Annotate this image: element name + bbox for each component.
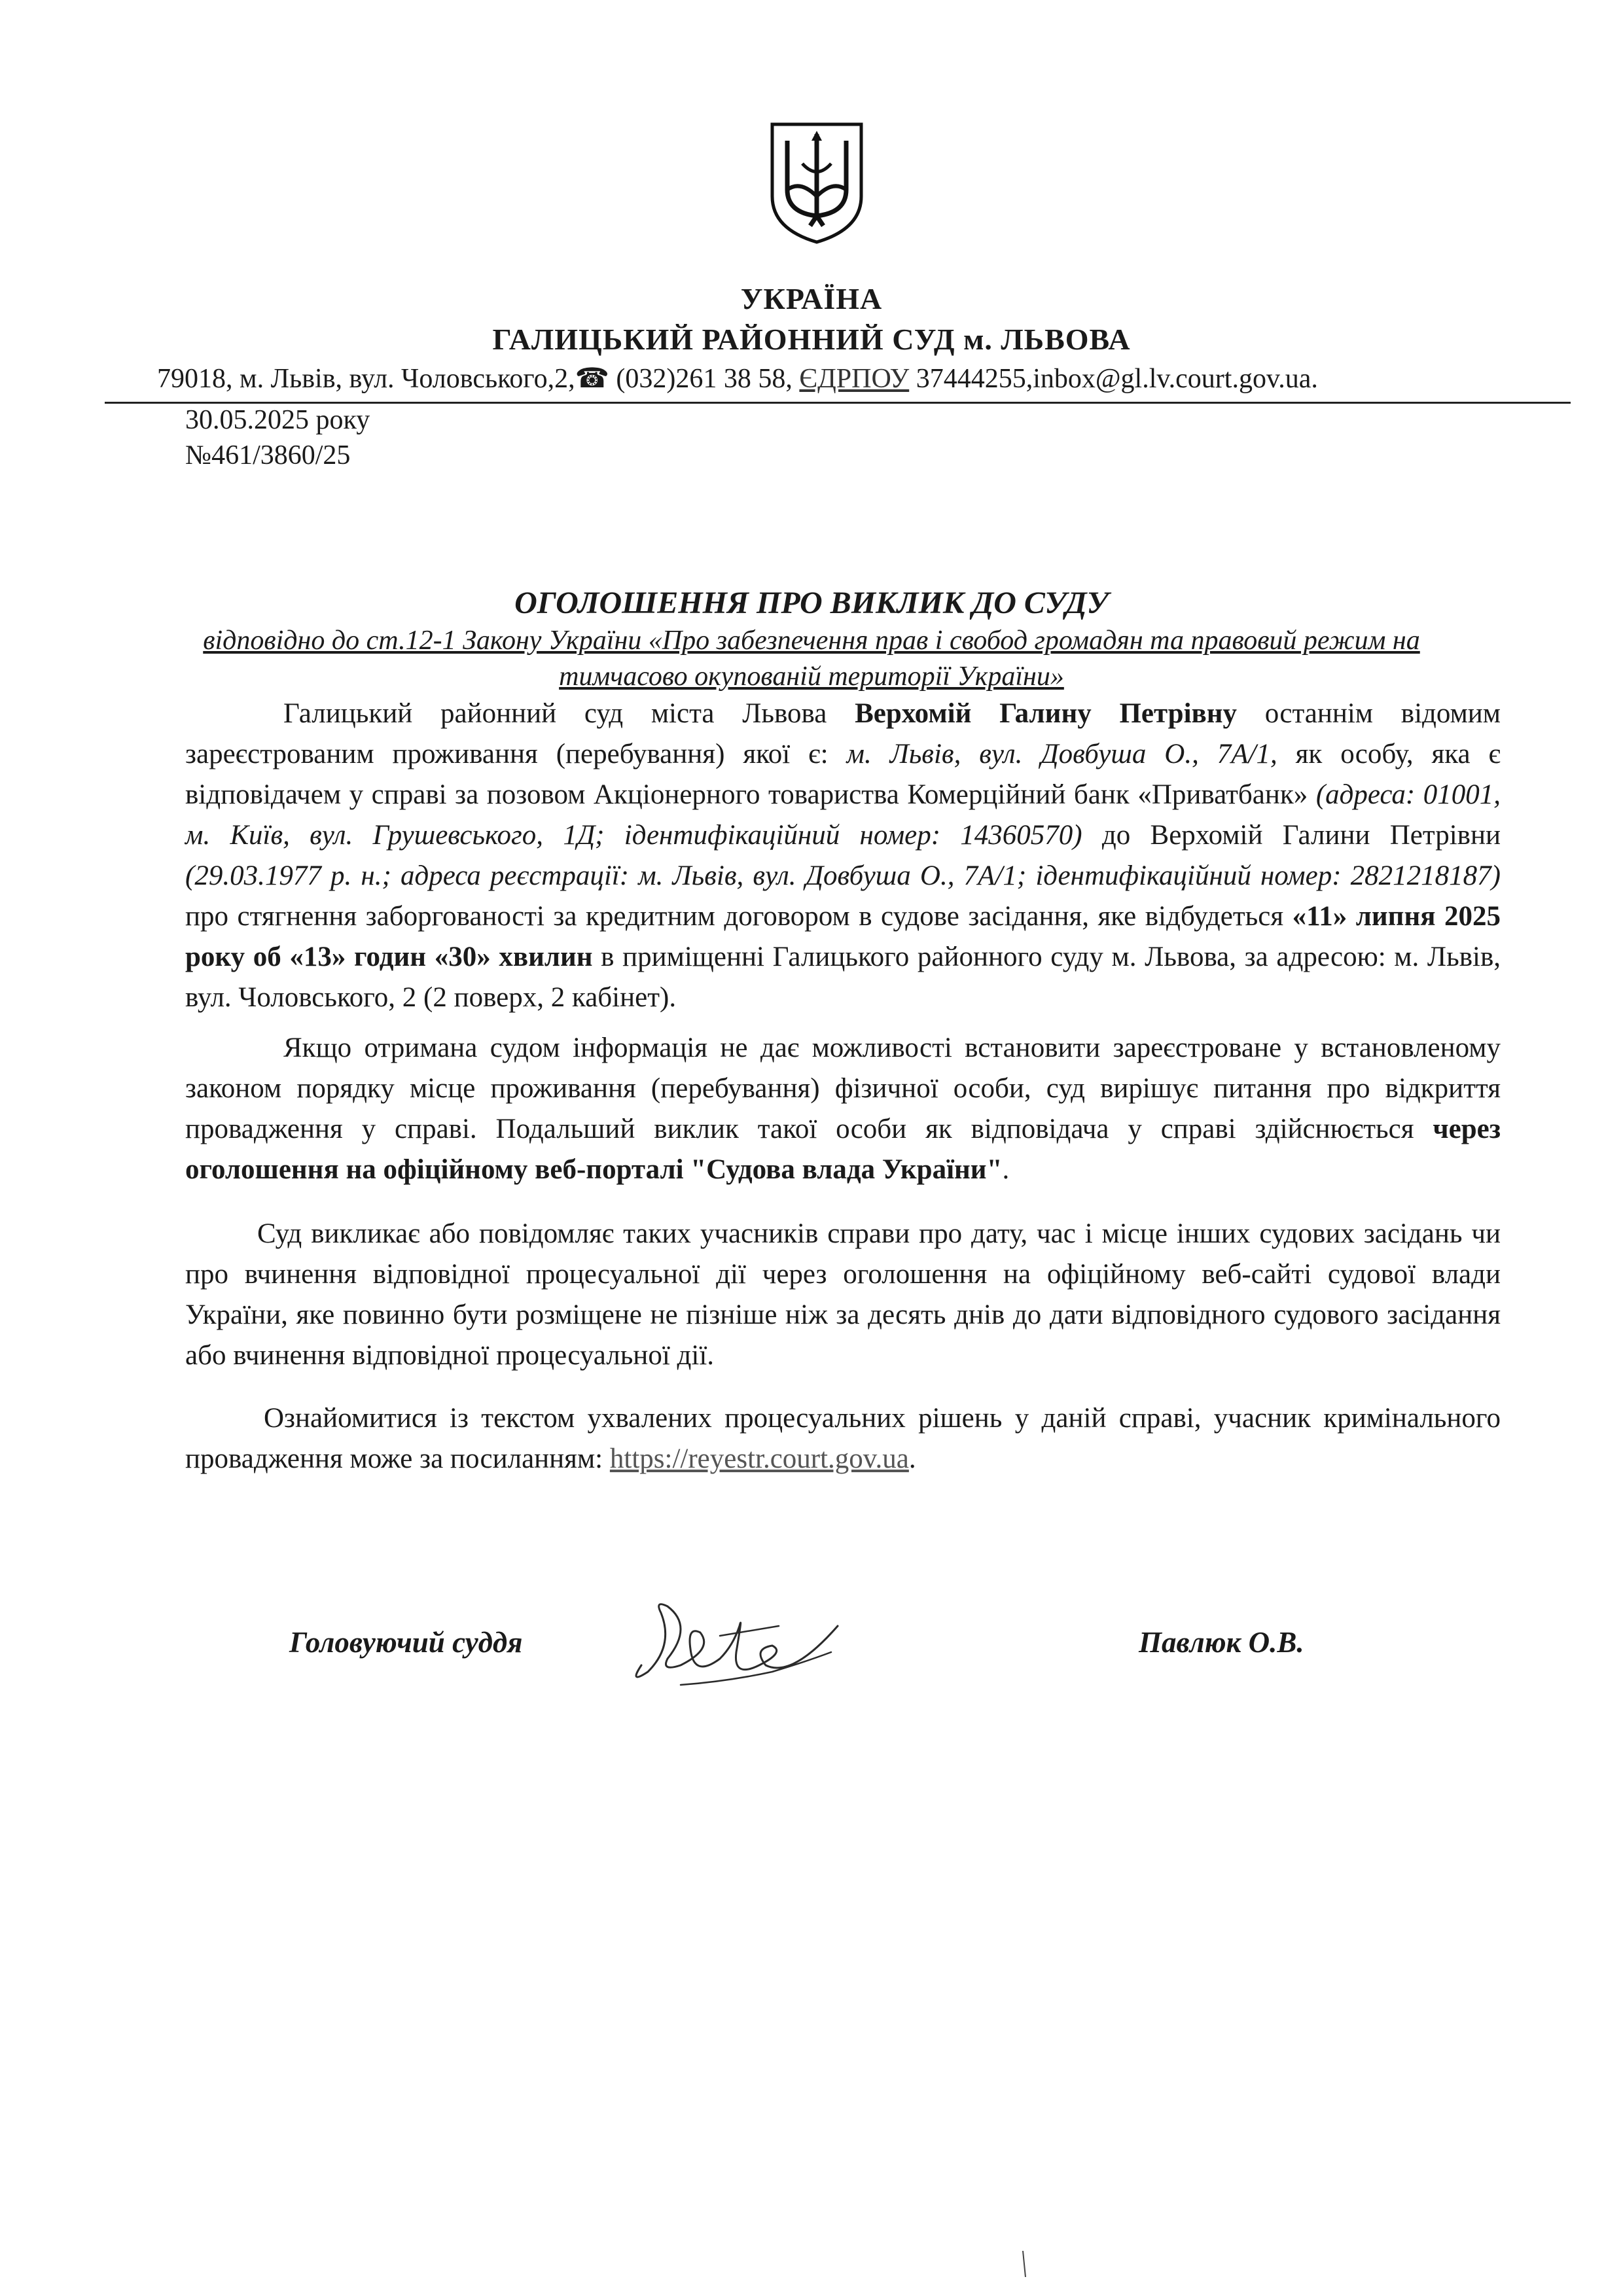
text: Якщо отримана судом інформація не дає можливості встановити зареєстроване у встановленому законом порядку місце проживання (перебування) фізичної особи, суд вирішує питання про відкриття провадження у справі. Подальший виклик такої особи як відповідача у справі здійснюється (185, 1033, 1501, 1144)
case-number: №461/3860/25 (185, 440, 351, 470)
trident-coat-of-arms-icon (764, 118, 869, 245)
notice-subtitle: відповідно до ст.12-1 Закону України «Про забезпечення прав і свобод громадян та правовий режим на тимчасово окупованій території України» (203, 626, 1420, 692)
text: Ознайомитися із текстом ухвалених процесуальних рішень у даній справі, учасник кримінального провадження може за посиланням: (185, 1403, 1501, 1474)
paragraph-further-hearings (185, 1214, 1501, 1376)
header-divider (105, 402, 1571, 404)
text: Суд викликає або повідомляє таких учасників справи про дату, час і місце інших судових засідань чи про вчинення відповідної процесуальної дії через оголошення на офіційному веб-сайті судової влади України, яке повинно бути розміщене не пізніше ніж за десять днів до дати відповідного судового засідання або вчинення відповідної процесуальної дії. (185, 1218, 1501, 1371)
telephone-icon: ☎ (575, 364, 609, 394)
judge-name: Павлюк О.В. (1139, 1626, 1304, 1659)
handwritten-signature-icon (622, 1587, 857, 1704)
edrpou-label: ЄДРПОУ (799, 364, 910, 394)
text: Галицький районний суд міста Львова (283, 698, 855, 729)
edrpou-email: 37444255,inbox@gl.lv.court.gov.ua. (916, 364, 1318, 394)
text: як особу, яка є відповідачем у справі за позовом Акціонерного товариства Комерційний банк «Приватбанк» (185, 739, 1501, 810)
text: в приміщенні Галицького районного суду м. Львова, за адресою: м. Львів, вул. Чоловського, 2 (2 поверх, 2 кабінет). (185, 942, 1501, 1013)
court-address-line (157, 362, 1318, 395)
portal-notice: через оголошення на офіційному веб-порталі "Судова влада України" (185, 1114, 1501, 1185)
notice-title: ОГОЛОШЕННЯ ПРО ВИКЛИК ДО СУДУ (514, 586, 1109, 620)
signatory-role: Головуючий суддя (289, 1626, 523, 1659)
text: . (1002, 1154, 1010, 1185)
country-heading: УКРАЇНА (740, 282, 883, 315)
paragraph-summons (185, 694, 1501, 1018)
defendant-name: Верхомій Галину Петрівну (855, 698, 1238, 729)
plaintiff-details: (адреса: 01001, м. Київ, вул. Грушевського, 1Д; ідентифікаційний номер: 14360570) (185, 779, 1501, 851)
court-name-heading: ГАЛИЦЬКИЙ РАЙОННИЙ СУД м. ЛЬВОВА (492, 323, 1131, 356)
document-date: 30.05.2025 року (185, 405, 370, 435)
text: до Верхомій Галини Петрівни (1082, 820, 1501, 851)
paragraph-notification (185, 1028, 1501, 1190)
hearing-datetime: «11» липня 2025 року об «13» годин «30» хвилин (185, 901, 1501, 972)
text: останнім відомим зареєстрованим проживання (перебування) якої є: (185, 698, 1501, 769)
text: . (908, 1443, 916, 1474)
address-text: 79018, м. Львів, вул. Чоловського,2, (157, 364, 575, 394)
defendant-address: м. Львів, вул. Довбуша О., 7А/1, (846, 739, 1277, 769)
text: про стягнення заборгованості за кредитним договором в судове засідання, яке відбудеться (185, 901, 1293, 932)
scan-mark (1021, 2251, 1027, 2277)
phone-number: (032)261 38 58, (616, 364, 793, 394)
registry-link[interactable]: https://reyestr.court.gov.ua (609, 1443, 909, 1474)
defendant-details: (29.03.1977 р. н.; адреса реєстрації: м. Львів, вул. Довбуша О., 7А/1; ідентифікаційний номер: 2821218187) (185, 860, 1501, 891)
paragraph-registry-link (185, 1398, 1501, 1479)
